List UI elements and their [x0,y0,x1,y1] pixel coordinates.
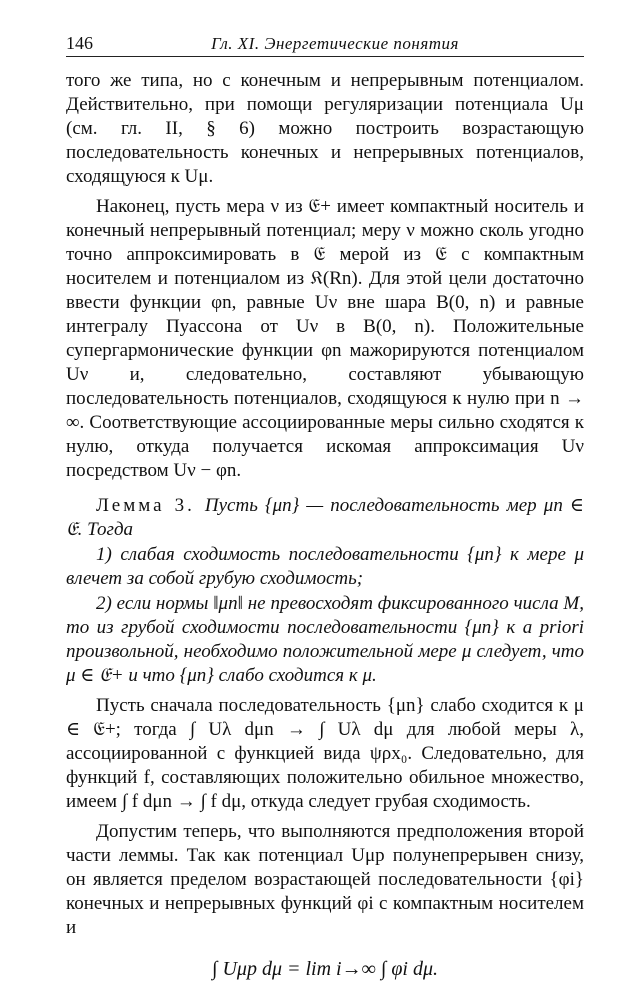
lemma-item-1: 1) слабая сходимость последовательности {μn} к мере μ влечет за собой грубую сходимость; [66,544,584,589]
lemma-title: Лемма 3. [96,495,195,516]
display-formula: ∫ Uμp dμ = lim i→∞ ∫ φi dμ. [211,958,438,980]
lemma-text: Пусть {μn} — последовательность мер μn ∈ 𝔈. Тогда [66,495,584,540]
running-head: Гл. XI. Энергетические понятия [211,34,459,53]
page-header [66,28,584,57]
paragraph-proof-part-2: Допустим теперь, что выполняются предположения второй части леммы. Так как потенциал Uμp полунепрерывен снизу, он является пределом возрастающей последовательности {φi} конечных и непрерывных функций φi с компактным носителем и [66,821,584,938]
paragraph-continuation: того же типа, но с конечным и непрерывным потенциалом. Действительно, при помощи регуляризации потенциала Uμ (см. гл. II, § 6) можно построить возрастающую последовательность конечных и непрерывных потенциалов, сходящуюся к Uμ. [66,70,584,187]
paragraph-proof-part-1: Пусть сначала последовательность {μn} слабо сходится к μ ∈ 𝔈+; тогда ∫ Uλ dμn → ∫ Uλ dμ для любой меры λ, ассоциированной с функцией вида ψρx₀. Следовательно, для функций f, составляющих положительно обильное множество, имеем ∫ f dμn → ∫ f dμ, откуда следует грубая сходимость. [66,695,584,812]
page-content [66,69,584,984]
book-page [66,28,584,984]
lemma-item-2: 2) если нормы ‖μn‖ не превосходят фиксированного числа M, то из грубой сходимости последовательности {μn} к a priori произвольной, необходимо положительной мере μ следует, что μ ∈ 𝔈+ и что {μn} слабо сходится к μ. [66,593,584,686]
lemma-3 [66,494,584,688]
lemma-statement [66,494,584,542]
paragraph-approximation: Наконец, пусть мера ν из 𝔈+ имеет компактный носитель и конечный непрерывный потенциал; меру ν можно сколь угодно точно аппроксимировать в 𝔈 мерой из 𝔈 с компактным носителем и потенциалом из 𝔎(Rn). Для этой цели достаточно ввести функции φn, равные Uν вне шара B(0, n) и равные интегралу Пуассона от Uν в B(0, n). Положительные супергармонические функции φn мажорируются потенциалом Uν и, следовательно, составляют убывающую последовательность потенциалов, сходящуюся к нулю при n → ∞. Соответствующие ассоциированные меры сильно сходятся к нулю, откуда получается искомая аппроксимация Uν посредством Uν − φn. [66,196,584,481]
page-number: 146 [66,33,93,53]
